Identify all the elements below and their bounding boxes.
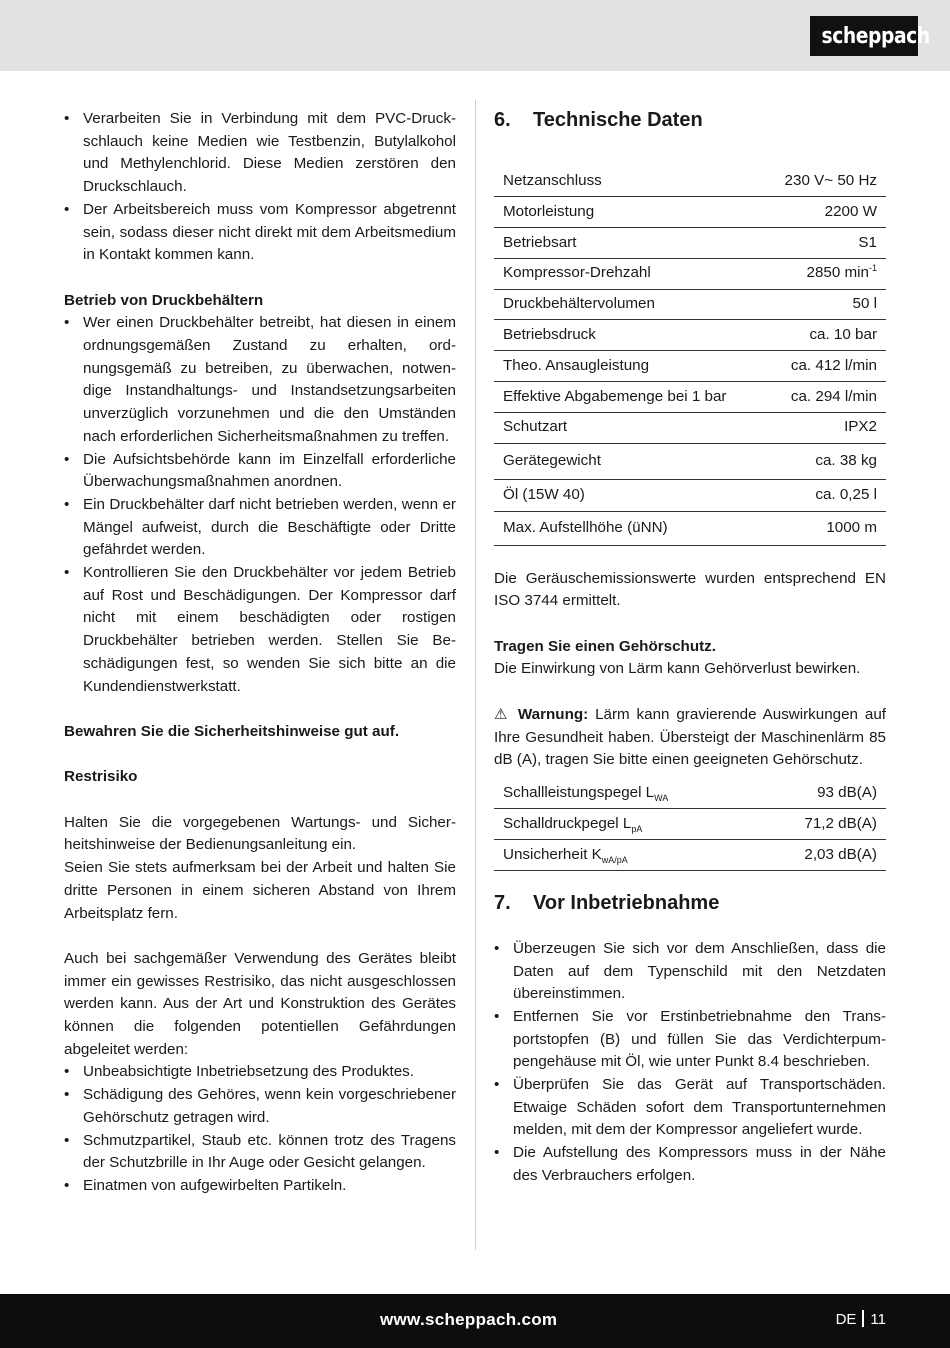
- pressure-vessel-heading: Betrieb von Druckbehältern: [64, 291, 264, 309]
- keep-instructions-notice: Bewahren Sie die Sicherheitshinweise gut auf.: [64, 722, 400, 740]
- list-item: • Schmutzpartikel, Staub etc. können trotz des Tragens der Schutzbrille in Ihr Auge oder Gesicht gelangen.: [64, 1130, 456, 1175]
- list-item: • Die Aufsichtsbehörde kann im Einzelfall erforderliche Überwachungsmaßnahmen anordnen.: [64, 449, 456, 494]
- table-row: Schalldruckpegel $L_{pA}$ 71,2 dB(A): [494, 809, 886, 840]
- safety-bullet-list: [64, 108, 456, 267]
- list-item: • Ein Druckbehälter darf nicht betrieben werden, wenn er Mängel aufweist, durch die Beschäftigte oder Dritte gefährdet werden.: [64, 494, 456, 562]
- table-row: Unsicherheit $K_{wA/pA}$ 2,03 dB(A): [494, 840, 886, 871]
- footer-website-link[interactable]: www.scheppach.com: [380, 1310, 558, 1329]
- residual-risk-paragraph: Seien Sie stets aufmerksam bei der Arbeit und halten Sie dritte Personen in einem sicheren Abstand von Ihrem Arbeitsplatz fern.: [64, 859, 456, 922]
- table-row: Öl (15W 40) ca. 0,25 l: [494, 479, 886, 511]
- list-item: • Der Arbeitsbereich muss vom Kompressor abgetrennt sein, sodass dieser nicht direkt mit dem Arbeitsmedium in Kontakt kommen kann.: [64, 199, 456, 267]
- table-row: Max. Aufstellhöhe (üNN) 1000 m: [494, 511, 886, 545]
- table-row: Betriebsart S1: [494, 228, 886, 259]
- section-heading-before-commissioning: 7. Vor Inbetriebnahme: [494, 891, 720, 914]
- noise-values-table: [494, 778, 886, 871]
- residual-risk-paragraph: Auch bei sachgemäßer Verwendung des Gerätes bleibt immer ein gewisses Restrisiko, das nicht ausgeschlossen werden kann. Aus der Art und Konstruktion des Gerätes können die folgenden potentiellen Gefährdungen abgeleitet werden:: [64, 949, 456, 1058]
- footer-bar: [0, 1294, 950, 1348]
- list-item: • Schädigung des Gehöres, wenn kein vorgeschriebener Gehörschutz getragen wird.: [64, 1084, 456, 1129]
- commissioning-list: [494, 938, 886, 1188]
- table-row: Schallleistungspegel $L_{WA}$ 93 dB(A): [494, 778, 886, 809]
- pressure-vessel-list: [64, 312, 456, 698]
- residual-risk-heading: Restrisiko: [64, 768, 138, 786]
- list-item: • Die Aufstellung des Kompressors muss in der Nähe des Verbrauchers erfolgen.: [494, 1142, 886, 1187]
- table-row: Druckbehältervolumen 50 l: [494, 289, 886, 320]
- table-row: Effektive Abgabemenge bei 1 bar ca. 294 l/min: [494, 382, 886, 413]
- table-row: Theo. Ansaugleistung ca. 412 l/min: [494, 351, 886, 382]
- brand-logo: scheppach: [810, 16, 918, 56]
- list-item: • Verarbeiten Sie in Verbindung mit dem PVC-Druckschlauch keine Medien wie Testbenzin, Butylalkohol und Methylenchlorid. Diese Medien zerstören den Druckschlauch.: [64, 108, 456, 199]
- technical-data-table: [494, 166, 886, 546]
- warning-triangle-icon: ⚠: [494, 705, 508, 723]
- hearing-protection-text: Die Einwirkung von Lärm kann Gehörverlust bewirken.: [494, 660, 861, 678]
- hearing-protection-heading: Tragen Sie einen Gehörschutz.: [494, 637, 716, 655]
- page-indicator: DE 11: [835, 1311, 886, 1328]
- table-row: Kompressor-Drehzahl 2850 $\min^{-1}$: [494, 258, 886, 289]
- right-column: [494, 108, 886, 1188]
- section-heading-technical-data: 6. Technische Daten: [494, 109, 703, 131]
- table-row: Gerätegewicht ca. 38 kg: [494, 443, 886, 479]
- list-item: • Kontrollieren Sie den Druckbehälter vor jedem Betrieb auf Rost und Beschädigungen. Der Kompressor darf nicht mit einem beschädigten oder rostigen Druckbehälter betrieben werden. Stellen Sie Beschädigungen fest, so wenden Sie sich bitte an die Kundendienstwerkstatt.: [64, 562, 456, 698]
- header-bar: [0, 0, 950, 71]
- residual-risk-paragraph: Halten Sie die vorgegebenen Wartungs- und Sicherheitshinweise der Bedienungsanleitung ein.: [64, 813, 456, 854]
- list-item: • Überprüfen Sie das Gerät auf Transportschäden. Etwaige Schäden sofort dem Transportunternehmen melden, mit dem der Kompressor angeliefert wurde.: [494, 1074, 886, 1142]
- table-row: Schutzart IPX2: [494, 412, 886, 443]
- list-item: • Einatmen von aufgewirbelten Partikeln.: [64, 1175, 456, 1198]
- table-row: Netzanschluss 230 V~ 50 Hz: [494, 166, 886, 197]
- column-divider: [475, 100, 476, 1250]
- noise-warning: ⚠ Warnung: Lärm kann gravierende Auswirkungen auf Ihre Gesundheit haben. Übersteigt der Maschinenlärm 85 dB (A), tragen Sie bitte einen geeigneten Gehörschutz.: [494, 705, 886, 769]
- list-item: • Überzeugen Sie sich vor dem Anschließen, dass die Daten auf dem Typenschild mit den Netzdaten übereinstimmen.: [494, 938, 886, 1006]
- left-column: [64, 108, 456, 1198]
- residual-risk-list: [64, 1061, 456, 1197]
- table-row: Motorleistung 2200 W: [494, 197, 886, 228]
- noise-emission-text: Die Geräuschemissionswerte wurden entsprechend EN ISO 3744 ermittelt.: [494, 569, 886, 610]
- list-item: • Unbeabsichtigte Inbetriebsetzung des Produktes.: [64, 1061, 456, 1084]
- table-row: Betriebsdruck ca. 10 bar: [494, 320, 886, 351]
- list-item: • Entfernen Sie vor Erstinbetriebnahme den Transportstopfen (B) und füllen Sie das Verdichterpumpengehäuse mit Öl, wie unter Punkt 8.4 beschrieben.: [494, 1006, 886, 1074]
- list-item: • Wer einen Druckbehälter betreibt, hat diesen in einem ordnungsgemäßen Zustand zu erhalten, ordnungsgemäß zu betreiben, zu überwachen, notwendige Instandhaltungs- und Instandsetzungsarbeiten unverzüglich vorzunehmen und die den Umständen nach erforderlichen Sicherheitsmaßnahmen zu treffen.: [64, 312, 456, 448]
